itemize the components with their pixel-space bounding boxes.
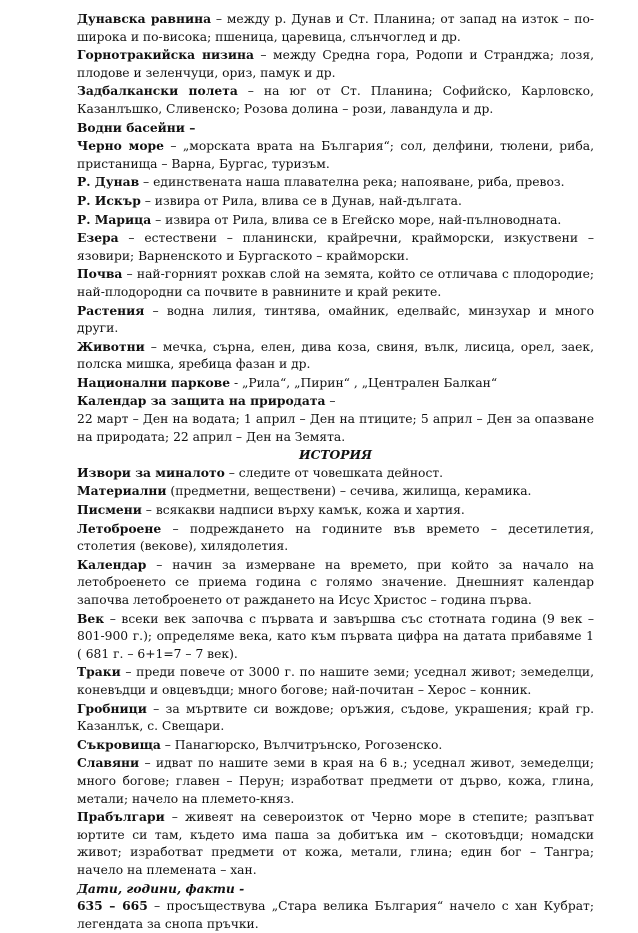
- paragraph: [77, 808, 594, 879]
- paragraph-term: Р. Марица: [77, 211, 152, 227]
- paragraph-text: –: [325, 394, 336, 409]
- paragraph-text: – преди повече от 3000 г. по нашите земи; уседнал живот; земеделци, коневъдци и овцевъдци; много богове; най-почитан – Херос – конник.: [77, 665, 594, 697]
- paragraph: [77, 302, 594, 338]
- paragraph-text: – подреждането на годините във времето – десетилетия, столетия (векове), хилядолетия.: [77, 521, 594, 554]
- paragraph-term: Славяни: [77, 755, 140, 771]
- paragraph-term: Летоброене: [77, 520, 162, 536]
- paragraph-text: – просъществува „Стара велика България“ начело с хан Кубрат; легендата за снопа пръчки.: [77, 899, 594, 931]
- paragraph: [77, 392, 594, 411]
- paragraph-term: Растения: [77, 302, 145, 318]
- paragraph-term: Водни басейни –: [77, 119, 196, 135]
- paragraph-text: – извира от Рила, влива се в Дунав, най-дългата.: [140, 193, 462, 208]
- paragraph-text: – единствената наша плавателна река; напояване, риба, превоз.: [139, 175, 565, 190]
- paragraph: [77, 610, 594, 664]
- paragraph-term: Прабългари: [77, 809, 165, 825]
- paragraph: [77, 754, 594, 808]
- paragraph-text: – между Средна гора, Родопи и Странджа; лозя, плодове и зеленчуци, ориз, памук и др.: [77, 48, 594, 80]
- paragraph: [77, 374, 594, 393]
- paragraph-term: Съкровища: [77, 736, 161, 752]
- paragraph-term: Горнотракийска низина: [77, 47, 254, 63]
- paragraph: [77, 137, 594, 173]
- paragraph-term: Животни: [77, 338, 145, 354]
- paragraph: [77, 464, 594, 483]
- paragraph-text: – мечка, сърна, елен, дива коза, свиня, вълк, лисица, орел, заек, полска мишка, яребица фазан и др.: [77, 339, 594, 372]
- paragraph-text: – за мъртвите си вождове; оръжия, съдове, украшения; край гр. Казанлък, с. Свещари.: [77, 701, 594, 734]
- paragraph-text: – Панагюрско, Вълчитрънско, Рогозенско.: [160, 737, 443, 752]
- paragraph-term: Задбалкански полета: [77, 83, 238, 99]
- paragraph: [77, 501, 594, 520]
- paragraph: [77, 520, 594, 556]
- paragraph-term: Писмени: [77, 502, 142, 518]
- paragraph-term: Траки: [77, 664, 121, 680]
- paragraph-text: – между р. Дунав и Ст. Планина; от запад на изток – по-широка и по-висока; пшеница, царевица, слънчоглед и др.: [77, 12, 594, 44]
- paragraph: [77, 700, 594, 736]
- paragraph: [77, 663, 594, 699]
- paragraph-term: 635 – 665: [77, 898, 148, 914]
- paragraph: [77, 736, 594, 755]
- facts-heading: Дати, години, факти -: [77, 880, 245, 896]
- paragraph-term: Дунавска равнина: [77, 11, 212, 26]
- paragraph-text: 22 март – Ден на водата; 1 април – Ден на птиците; 5 април – Ден за опазване на природата; 22 април – Ден на Земята.: [77, 412, 594, 444]
- paragraph-text: – всякакви надписи върху камък, кожа и хартия.: [141, 503, 465, 518]
- paragraph: [77, 119, 594, 138]
- paragraph-text: – живеят на североизток от Черно море в степите; разпъват юртите си там, където има паша за добитъка им – скотовъдци; номадски живот; изработват предмети от кожа, метали, глина; един бог – Тангра; начело на племената – хан.: [77, 810, 594, 877]
- paragraph: [77, 82, 594, 118]
- paragraph-term: Р. Искър: [77, 192, 141, 208]
- section-heading: ИСТОРИЯ: [299, 447, 372, 463]
- paragraph: [77, 192, 594, 211]
- paragraph-term: Материални: [77, 483, 167, 499]
- paragraph: [77, 411, 594, 446]
- paragraph-text: – на юг от Ст. Планина; Софийско, Карловско, Казанлъшко, Сливенско; Розова долина – рози, лавандула и др.: [77, 84, 594, 116]
- facts-section: [77, 897, 594, 933]
- paragraph-text: – „морската врата на България“; сол, делфини, тюлени, риба, пристанища – Варна, Бургас, туризъм.: [77, 139, 594, 171]
- paragraph-term: Век: [77, 610, 105, 626]
- paragraph: [77, 10, 594, 46]
- paragraph: [77, 265, 594, 301]
- geography-section: [77, 10, 594, 446]
- paragraph-text: – естествени – планински, крайречни, крайморски, изкуствени – язовири; Варненското и Бургаското – крайморски.: [77, 231, 594, 263]
- paragraph-term: Календар за защита на природата: [77, 393, 326, 409]
- history-section: [77, 464, 594, 880]
- paragraph-term: Черно море: [77, 138, 164, 154]
- paragraph-text: – начин за измерване на времето, при който за начало на летоброенето се приема година с голямо значение. Днешният календар започва летоброенето от раждането на Исус Христос – година първа.: [77, 557, 594, 607]
- paragraph-text: – извира от Рила, влива се в Егейско море, най-пълноводната.: [151, 212, 562, 227]
- paragraph-text: – идват по нашите земи в края на 6 в.; уседнал живот, земеделци; много богове; главен – Перун; изработват предмети от дърво, кожа, глина, метали; начело на племето-княз.: [77, 756, 594, 806]
- paragraph-term: Гробници: [77, 700, 147, 716]
- paragraph: [77, 897, 594, 933]
- paragraph: [77, 229, 594, 265]
- paragraph-term: Национални паркове: [77, 374, 231, 390]
- paragraph: [77, 482, 594, 501]
- paragraph: [77, 173, 594, 192]
- paragraph-text: – най-горният рохкав слой на земята, който се отличава с плодородие; най-плодородни са почвите в равнините и край реките.: [77, 267, 594, 299]
- paragraph: [77, 46, 594, 82]
- paragraph-term: Извори за миналото: [77, 464, 225, 480]
- paragraph-term: Почва: [77, 266, 123, 282]
- paragraph-term: Р. Дунав: [77, 174, 140, 190]
- paragraph-term: Езера: [77, 230, 119, 246]
- paragraph: [77, 338, 594, 374]
- paragraph-term: Календар: [77, 556, 147, 572]
- paragraph: [77, 556, 594, 610]
- paragraph-text: (предметни, веществени) – сечива, жилища, керамика.: [166, 484, 532, 499]
- paragraph-text: – всеки век започва с първата и завършва със стотната година (9 век – 801-900 г.); определяме века, като към първата цифра на датата прибавяме 1 ( 681 г. – 6+1=7 – 7 век).: [77, 611, 594, 661]
- paragraph: [77, 211, 594, 230]
- paragraph-text: - „Рила“, „Пирин“ , „Централен Балкан“: [230, 375, 498, 390]
- paragraph-text: – следите от човешката дейност.: [224, 465, 444, 480]
- paragraph-text: – водна лилия, тинтява, омайник, еделвайс, минзухар и много други.: [77, 303, 594, 336]
